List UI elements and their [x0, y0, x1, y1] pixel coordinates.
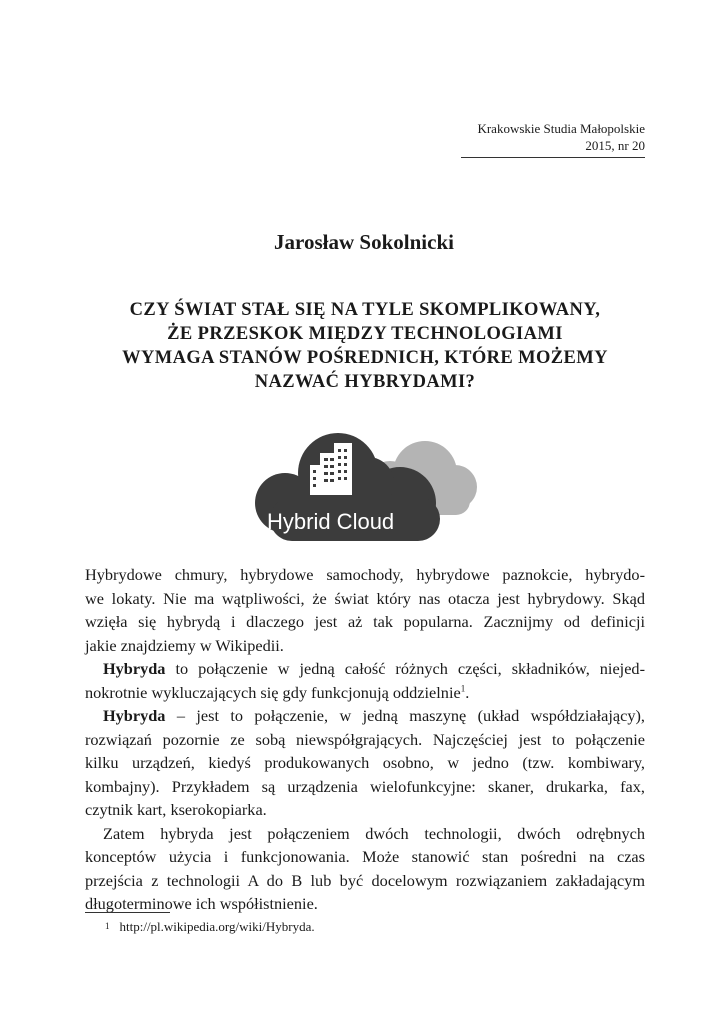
body-line: kombajny). Przykładem są urządzenia wielofunkcyjne: skaner, drukarka, fax,	[85, 776, 645, 796]
journal-name: Krakowskie Studia Małopolskie	[477, 121, 645, 136]
article-body	[85, 563, 645, 916]
journal-issue: 2015, nr 20	[585, 138, 645, 153]
title-line: WYMAGA STANÓW POŚREDNICH, KTÓRE MOŻEMY	[122, 348, 608, 368]
footnote-rule	[85, 912, 170, 913]
body-line: jakie znajdziemy w Wikipedii.	[85, 635, 284, 655]
body-line: przejścia z technologii A do B lub być docelowym rozwiązaniem zakładającym	[85, 870, 645, 890]
title-line: CZY ŚWIAT STAŁ SIĘ NA TYLE SKOMPLIKOWANY,	[129, 300, 601, 320]
body-text: – jest to połączenie, w jedną maszynę (układ współdziałający),	[165, 706, 645, 725]
footnote-link[interactable]: http://pl.wikipedia.org/wiki/Hybryda.	[119, 919, 315, 934]
body-line: długoterminowe ich współistnienie.	[85, 894, 318, 913]
body-line: rozwiązań pozornie ze sobą niewspółgrających. Najczęściej jest to połączenie	[85, 729, 645, 749]
body-line: czytnik kart, kserokopiarka.	[85, 800, 267, 819]
body-line: kilku urządzeń, kiedyś produkowanych osobno, w jedno (tzw. kombiwary,	[85, 753, 645, 772]
figure-label: Hybrid Cloud	[267, 509, 395, 534]
article-title	[84, 298, 646, 394]
body-line	[85, 657, 645, 681]
journal-header	[477, 120, 645, 154]
author-name: Jarosław Sokolnicki	[274, 230, 454, 254]
title-line: NAZWAĆ HYBRYDAMI?	[254, 372, 476, 392]
footnote-ref: 1	[460, 683, 466, 694]
body-line: Zatem hybryda jest połączeniem dwóch technologii, dwóch odrębnych	[103, 823, 645, 843]
term-bold: Hybryda	[103, 659, 166, 678]
body-line: wzięła się hybrydą i dlaczego jest aż tak popularna. Zacznijmy od definicji	[85, 612, 645, 631]
body-line	[85, 704, 645, 728]
body-line	[85, 681, 645, 705]
body-line: konceptów użycia i funkcjonowania. Może stanowić stan pośredni na czas	[85, 847, 645, 866]
footnote-number: 1	[105, 921, 110, 931]
body-text: nokrotnie wykluczających się gdy funkcjonują oddzielnie	[85, 682, 461, 702]
header-rule	[461, 157, 645, 158]
body-line: we lokaty. Nie ma wątpliwości, że świat który nas otacza jest hybrydowy. Skąd	[85, 588, 645, 608]
title-line: ŻE PRZESKOK MIĘDZY TECHNOLOGIAMI	[167, 324, 563, 344]
body-line: Hybrydowe chmury, hybrydowe samochody, hybrydowe paznokcie, hybrydo-	[85, 565, 645, 584]
footnote	[105, 918, 315, 935]
body-text: .	[465, 682, 470, 702]
term-bold: Hybryda	[103, 706, 166, 725]
body-text: to połączenie w jedną całość różnych części, składników, niejed-	[165, 659, 645, 678]
hybrid-cloud-figure	[250, 425, 480, 545]
